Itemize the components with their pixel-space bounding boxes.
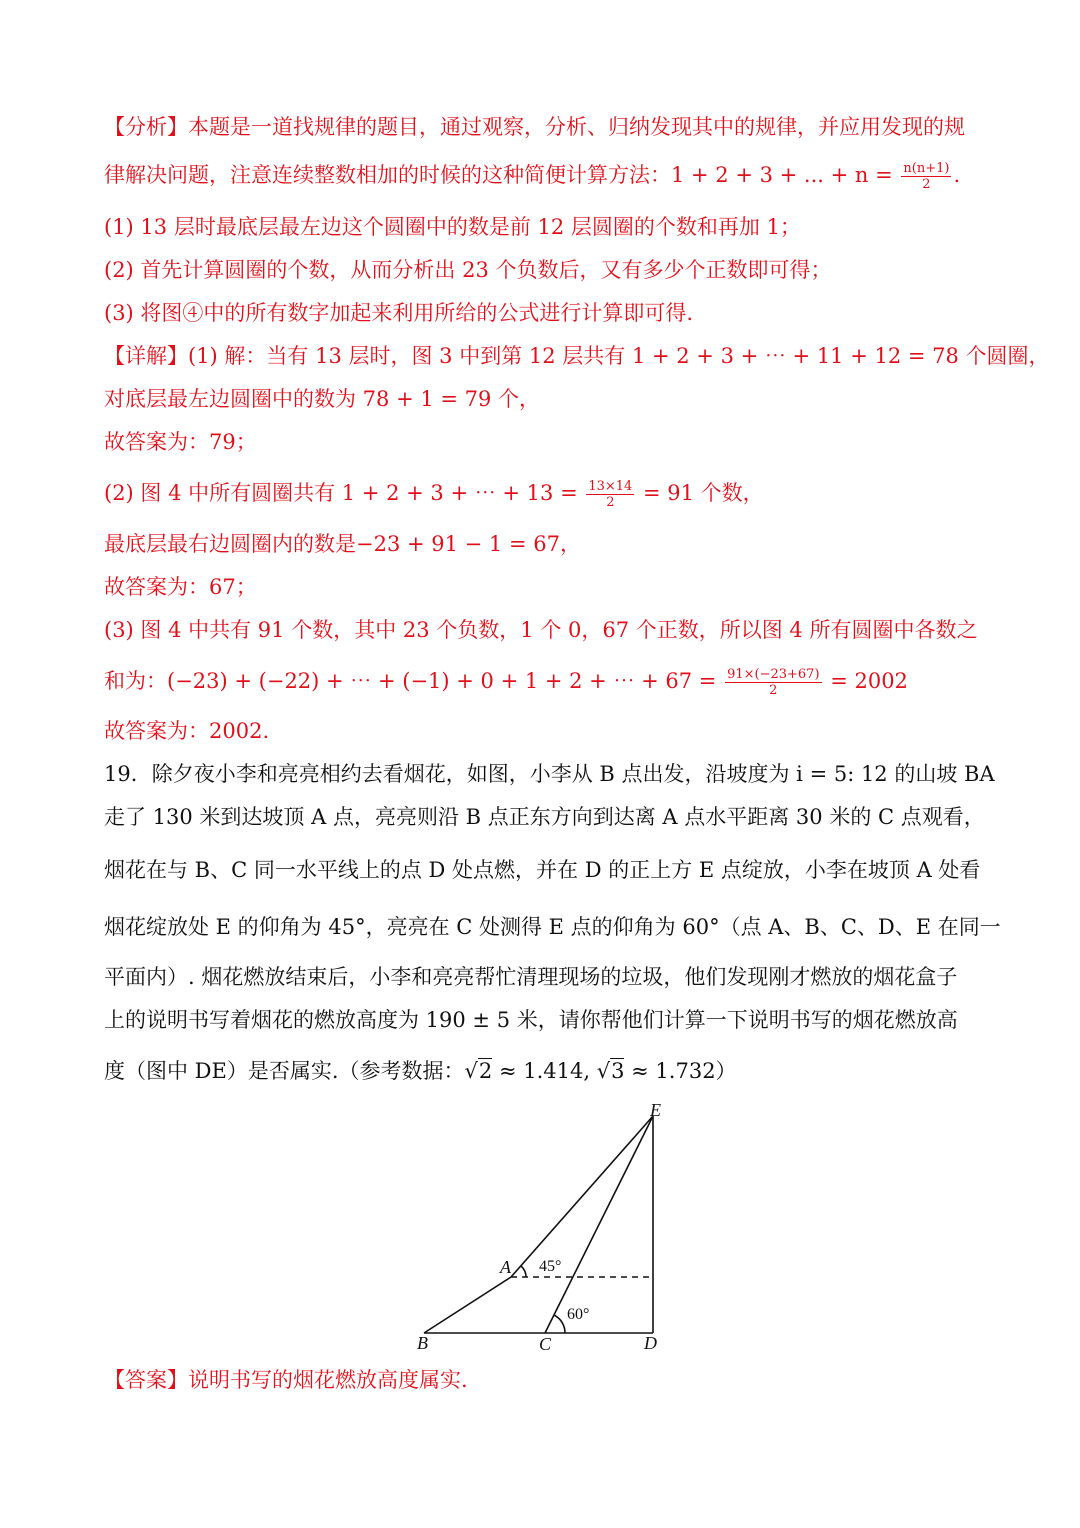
detail-line-3: 故答案为：79；: [104, 430, 257, 454]
angle-label-45: 45°: [539, 1258, 562, 1275]
detail-line-1: 【详解】(1) 解：当有 13 层时，图 3 中到第 12 层共有 1 + 2 + 3 + ⋯ + 11 + 12 = 78 个圆圈，: [104, 344, 1050, 368]
sqrt-3: √3: [596, 1059, 625, 1083]
sight-line-AE: [511, 1116, 653, 1277]
detail-line-9: 故答案为：2002.: [104, 719, 270, 743]
angle-label-60: 60°: [567, 1306, 590, 1323]
question-line-2: 走了 130 米到达坡顶 A 点，亮亮则沿 B 点正东方向到达离 A 点水平距离 30 米的 C 点观看，: [104, 805, 985, 829]
detail-line-2: 对底层最左边圆圈中的数为 78 + 1 = 79 个，: [104, 387, 541, 411]
label-B: B: [417, 1333, 428, 1353]
detail-line-8: 和为：(−23) + (−22) + ⋯ + (−1) + 0 + 1 + 2 + ⋯ + 67 = $\frac{91\times(-23+67)}{2}$ = 2002: [104, 667, 908, 698]
angle-arc-45: [521, 1266, 526, 1277]
detail-line-5: 最底层最右边圆圈内的数是−23 + 91 − 1 = 67，: [104, 532, 581, 556]
analysis-tag: 【分析】: [104, 115, 188, 139]
question-line-6: 上的说明书写着烟花的燃放高度为 190 ± 5 米，请你帮他们计算一下说明书写的烟花燃放高: [104, 1008, 958, 1032]
question-line-7: 度（图中 DE）是否属实.（参考数据：√2 ≈ 1.414, √3 ≈ 1.732）: [104, 1056, 737, 1086]
answer-tag: 【答案】: [104, 1368, 188, 1392]
label-E: E: [650, 1100, 661, 1120]
fraction: $\frac{n(n+1)}{2}$: [903, 161, 950, 192]
sqrt-2: √2: [464, 1059, 493, 1083]
analysis-point-2: (2) 首先计算圆圈的个数，从而分析出 23 个负数后，又有多少个正数即可得；: [104, 258, 832, 282]
geometry-figure: [400, 1096, 690, 1358]
analysis-point-3: (3) 将图④中的所有数字加起来利用所给的公式进行计算即可得.: [104, 301, 694, 325]
detail-tag: 【详解】: [104, 344, 188, 368]
question-line-1: 19．除夕夜小李和亮亮相约去看烟花，如图，小李从 B 点出发，沿坡度为 i = 5: 12 的山坡 BA: [104, 762, 995, 786]
detail-line-7: (3) 图 4 中共有 91 个数，其中 23 个负数，1 个 0，67 个正数，所以图 4 所有圆圈中各数之: [104, 618, 978, 642]
fraction: $\frac{91\times(-23+67)}{2}$: [727, 667, 820, 698]
question-line-5: 平面内）. 烟花燃放结束后，小李和亮亮帮忙清理现场的垃圾，他们发现刚才燃放的烟花盒子: [104, 965, 958, 989]
question-line-3: 烟花在与 B、C 同一水平线上的点 D 处点燃，并在 D 的正上方 E 点绽放，小李在坡顶 A 处看: [104, 858, 981, 882]
angle-arc-60: [554, 1315, 565, 1333]
label-D: D: [644, 1333, 657, 1353]
answer-line: [104, 1365, 468, 1395]
label-C: C: [539, 1334, 552, 1354]
analysis-point-1: (1) 13 层时最底层最左边这个圆圈中的数是前 12 层圆圈的个数和再加 1；: [104, 215, 801, 239]
answer-text: 说明书写的烟花燃放高度属实.: [188, 1368, 468, 1392]
sight-line-CE: [545, 1116, 653, 1333]
fraction: $\frac{13\times 14}{2}$: [588, 479, 633, 510]
slope-line-BA: [424, 1277, 511, 1333]
question-line-4: 烟花绽放处 E 的仰角为 45°，亮亮在 C 处测得 E 点的仰角为 60°（点 A、B、C、D、E 在同一: [104, 915, 1001, 939]
analysis-line-1: 【分析】本题是一道找规律的题目，通过观察，分析、归纳发现其中的规律，并应用发现的规: [104, 115, 965, 139]
label-A: A: [500, 1257, 511, 1277]
analysis-line-2: 律解决问题，注意连续整数相加的时候的这种简便计算方法：1 + 2 + 3 + ... + n = $\frac{n(n+1)}{2}$ .: [104, 161, 961, 192]
detail-line-6: 故答案为：67；: [104, 575, 257, 599]
detail-line-4: (2) 图 4 中所有圆圈共有 1 + 2 + 3 + ⋯ + 13 = $\frac{13\times 14}{2}$ = 91 个数，: [104, 479, 764, 510]
